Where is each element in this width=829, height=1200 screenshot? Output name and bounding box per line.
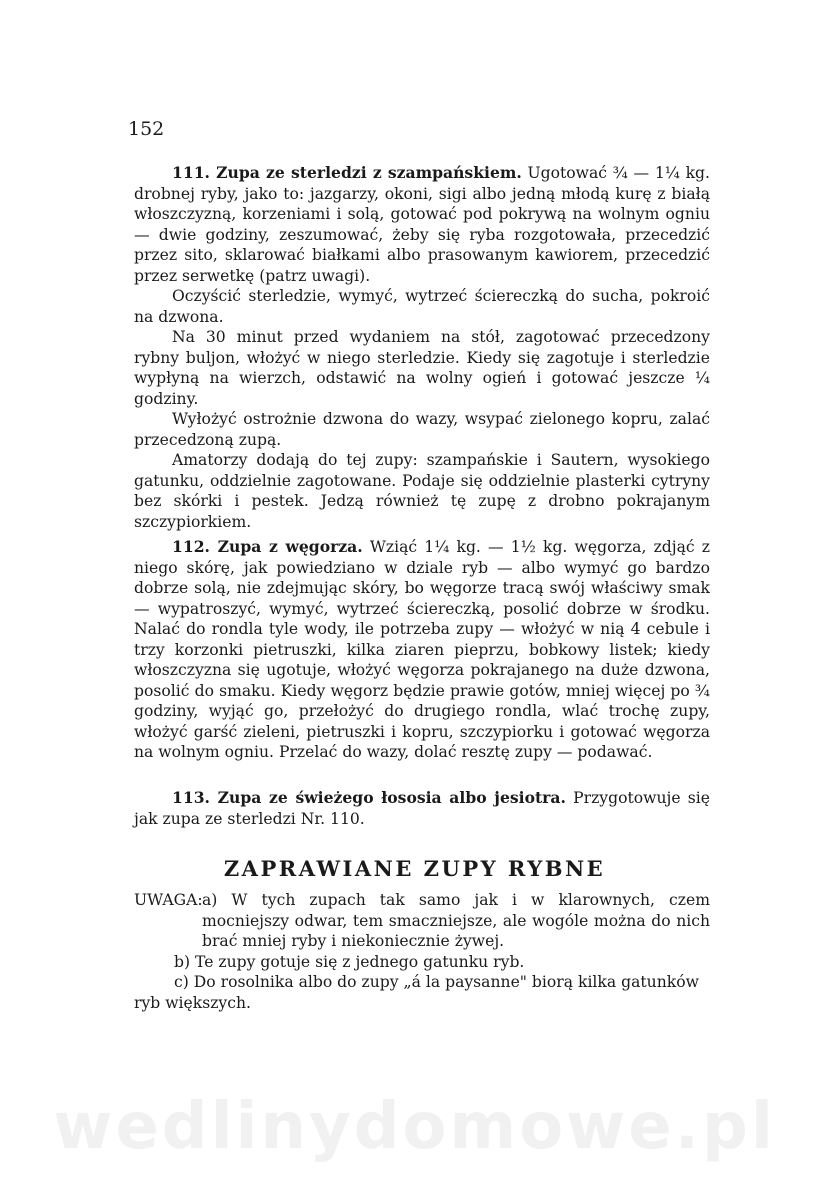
note-b: b) Te zupy gotuje się z jednego gatunku ryb. (174, 952, 525, 971)
note-c: c) Do rosolnika albo do zupy „á la paysanne" biorą kilka gatunków ryb większych. (134, 973, 699, 1012)
recipe-111-intro (134, 163, 710, 286)
recipe-111-paragraph-3: Na 30 minut przed wydaniem na stół, zagotować przecedzony rybny buljon, włożyć w niego sterledzie. Kiedy się zagotuje i sterledzie wypłyną na wierzch, odstawić na wolny ogień i gotować jeszcze ¼ godziny. (134, 328, 710, 408)
recipe-112-title: 112. Zupa z węgorza. (172, 537, 363, 556)
note-a-row (134, 890, 710, 952)
recipe-113-body (134, 788, 710, 829)
recipe-111-paragraph-4: Wyłożyć ostrożnie dzwona do wazy, wsypać zielonego kopru, zalać przecedzoną zupą. (134, 410, 710, 449)
recipe-111-paragraph-1: Ugotować ¾ — 1¼ kg. drobnej ryby, jako to: jazgarzy, okoni, sigi albo jedną młodą kurę z białą włoszczyzną, korzeniami i solą, gotować pod pokrywą na wolnym ogniu — dwie godziny, zeszumować, żeby się ryba rozgotowała, przecedzić przez sito, sklarować białkami albo prasowanym kawiorem, przecedzić przez serwetkę (patrz uwagi). (134, 164, 710, 285)
note-a: a) W tych zupach tak samo jak i w klarownych, czem mocniejszy odwar, tem smaczniejsze, ale wogóle można do nich brać mniej ryby i niekoniecznie żywej. (202, 891, 710, 950)
recipe-111-paragraph-5: Amatorzy dodają do tej zupy: szampańskie i Sautern, wysokiego gatunku, oddzielnie zagotowane. Podaje się oddzielnie plasterki cytryny bez skórki i pestek. Jedzą również tę zupę z drobno pokrajanym szczypiorkiem. (134, 451, 710, 531)
recipe-113 (134, 788, 710, 829)
recipe-113-title: 113. Zupa ze świeżego łososia albo jesiotra. (172, 788, 566, 807)
page-number: 152 (128, 118, 165, 140)
recipe-113-text: Przygotowuje się jak zupa ze sterledzi Nr. 110. (134, 789, 710, 828)
recipe-112 (134, 537, 710, 763)
recipe-111-title: 111. Zupa ze sterledzi z szampańskiem. (172, 163, 522, 182)
watermark: wedlinydomowe.pl (53, 1090, 776, 1164)
recipe-111 (134, 163, 710, 532)
recipe-112-text: Wziąć 1¼ kg. — 1½ kg. węgorza, zdjąć z niego skórę, jak powiedziano w dziale ryb — albo wymyć go bardzo dobrze solą, nie zdejmując skóry, bo węgorze tracą swój właściwy smak — wypatroszyć, wymyć, wytrzeć ściereczką, posolić dobrze w środku. Nalać do rondla tyle wody, ile potrzeba zupy — włożyć w nią 4 cebule i trzy korzonki pietruszki, kilka ziaren pieprzu, bobkowy listek; kiedy włoszczyzna się ugotuje, włożyć węgorza pokrajanego na duże dzwona, posolić do smaku. Kiedy węgorz będzie prawie gotów, mniej więcej po ¾ godziny, wyjąć go, przełożyć do drugiego rondla, wlać trochę zupy, włożyć garść zieleni, pietruszki i kopru, szczypiorku i gotować węgorza na wolnym ogniu. Przelać do wazy, dolać resztę zupy — podawać. (134, 538, 710, 761)
section-heading: ZAPRAWIANE ZUPY RYBNE (223, 856, 606, 881)
note-block (134, 890, 710, 1013)
note-label: UWAGA: (134, 891, 203, 909)
recipe-112-body (134, 537, 710, 763)
recipe-111-paragraph-2: Oczyścić sterledzie, wymyć, wytrzeć ściereczką do sucha, pokroić na dzwona. (134, 287, 710, 326)
